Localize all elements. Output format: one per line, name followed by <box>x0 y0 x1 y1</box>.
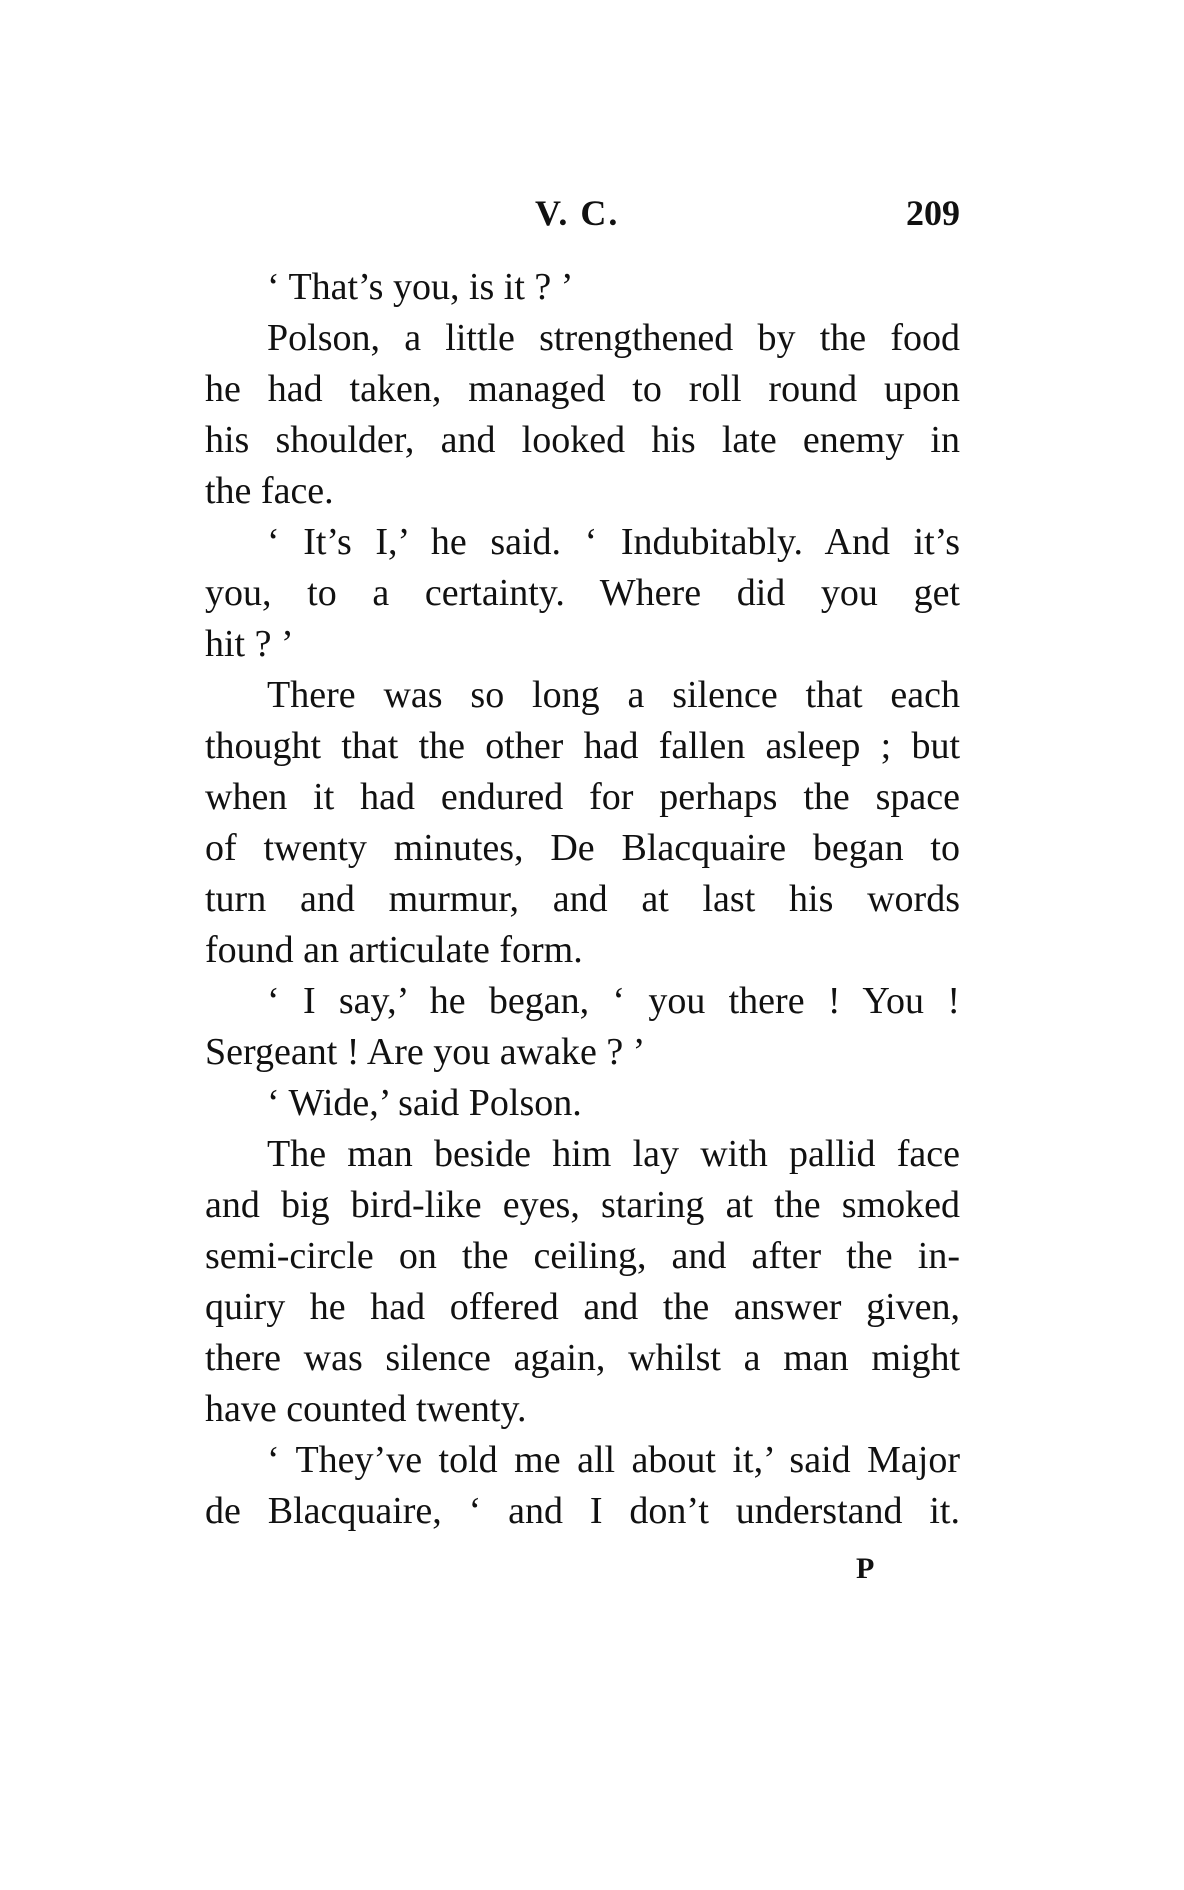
text-line: and big bird-like eyes, staring at the smoked <box>205 1184 960 1226</box>
page-number: 209 <box>906 193 960 233</box>
text-line: quiry he had offered and the answer given, <box>205 1286 960 1328</box>
text-line: ‘ Wide,’ said Polson. <box>267 1082 582 1124</box>
running-head <box>205 192 960 236</box>
text-line: when it had endured for perhaps the space <box>205 776 960 818</box>
text-line: thought that the other had fallen asleep ; but <box>205 725 960 767</box>
text-line: turn and murmur, and at last his words <box>205 878 960 920</box>
text-line: ‘ It’s I,’ he said. ‘ Indubitably. And it’s <box>267 521 960 563</box>
text-line: hit ? ’ <box>205 623 294 665</box>
text-line: Sergeant ! Are you awake ? ’ <box>205 1031 646 1073</box>
body-text <box>205 262 960 1537</box>
text-line: you, to a certainty. Where did you get <box>205 572 960 614</box>
text-line: ‘ That’s you, is it ? ’ <box>267 266 574 308</box>
text-line: of twenty minutes, De Blacquaire began to <box>205 827 960 869</box>
running-title: V. C. <box>535 193 620 233</box>
text-line: ‘ I say,’ he began, ‘ you there ! You ! <box>267 980 960 1022</box>
signature-mark: P <box>856 1552 875 1585</box>
text-line: he had taken, managed to roll round upon <box>205 368 960 410</box>
text-line: semi-circle on the ceiling, and after the in- <box>205 1235 960 1277</box>
text-line: have counted twenty. <box>205 1388 527 1430</box>
text-line: found an articulate form. <box>205 929 583 971</box>
text-line: There was so long a silence that each <box>267 674 960 716</box>
text-line: his shoulder, and looked his late enemy in <box>205 419 960 461</box>
text-line: the face. <box>205 470 334 512</box>
text-line: there was silence again, whilst a man might <box>205 1337 960 1379</box>
text-line: ‘ They’ve told me all about it,’ said Major <box>267 1439 960 1481</box>
text-line: Polson, a little strengthened by the food <box>267 317 960 359</box>
text-line: The man beside him lay with pallid face <box>267 1133 960 1175</box>
text-line: de Blacquaire, ‘ and I don’t understand it. <box>205 1490 960 1532</box>
